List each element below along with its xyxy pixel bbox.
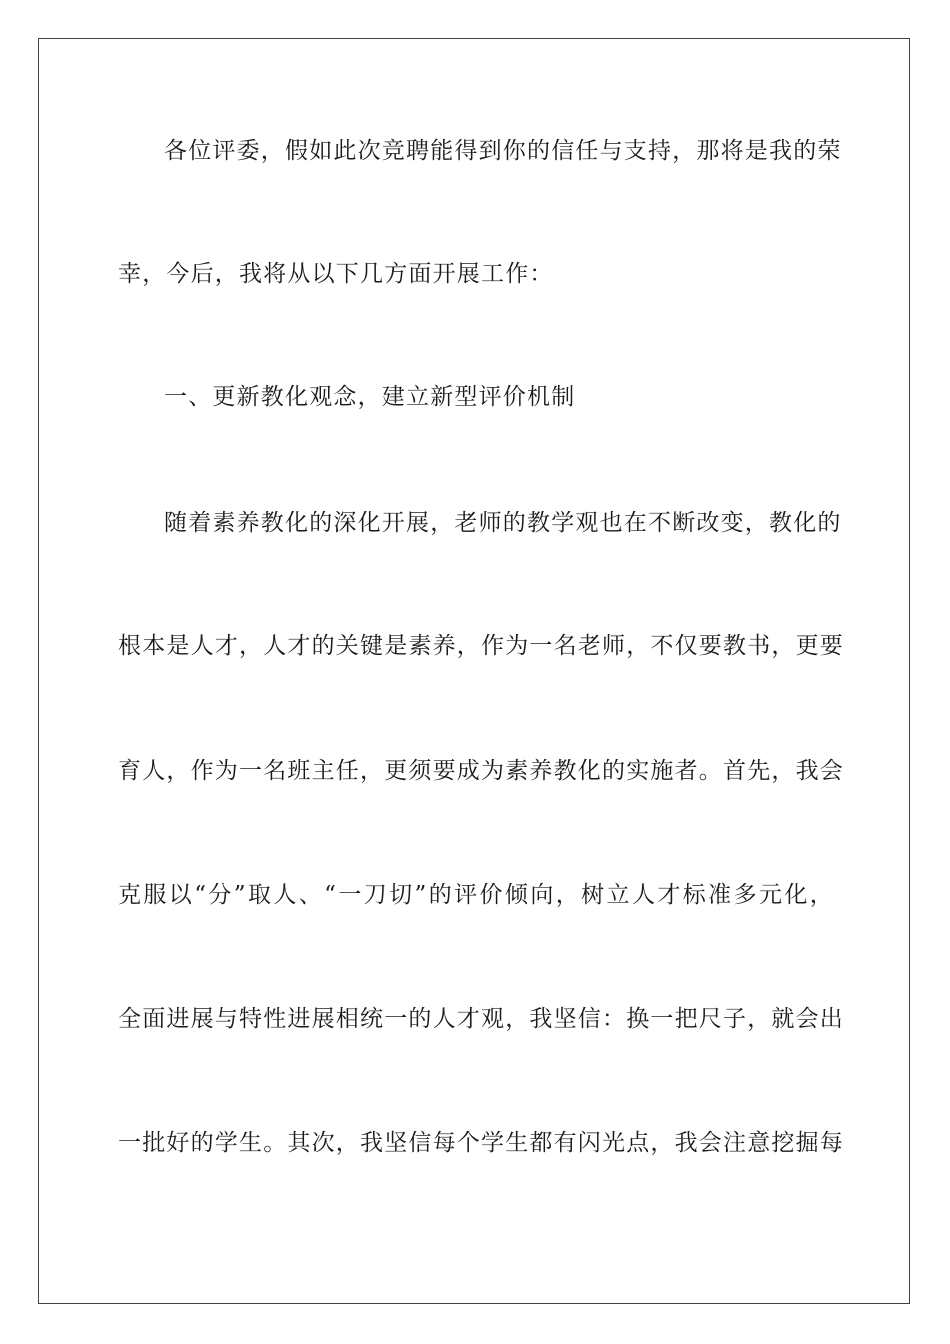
page-border <box>38 38 910 1304</box>
paragraph-line: 幸，今后，我将从以下几方面开展工作： <box>118 261 554 287</box>
paragraph-line: 克服以“分”取人、“一刀切”的评价倾向，树立人才标准多元化， <box>118 882 834 908</box>
paragraph-line: 根本是人才，人才的关键是素养，作为一名老师，不仅要教书，更要 <box>118 633 844 659</box>
paragraph-line: 随着素养教化的深化开展，老师的教学观也在不断改变，教化的 <box>164 510 842 536</box>
paragraph-line: 各位评委，假如此次竞聘能得到你的信任与支持，那将是我的荣 <box>164 138 842 164</box>
section-heading: 一、更新教化观念，建立新型评价机制 <box>164 384 576 410</box>
paragraph-line: 全面进展与特性进展相统一的人才观，我坚信：换一把尺子，就会出 <box>118 1006 844 1032</box>
paragraph-line: 育人，作为一名班主任，更须要成为素养教化的实施者。首先，我会 <box>118 758 844 784</box>
paragraph-line: 一批好的学生。其次，我坚信每个学生都有闪光点，我会注意挖掘每 <box>118 1130 844 1156</box>
